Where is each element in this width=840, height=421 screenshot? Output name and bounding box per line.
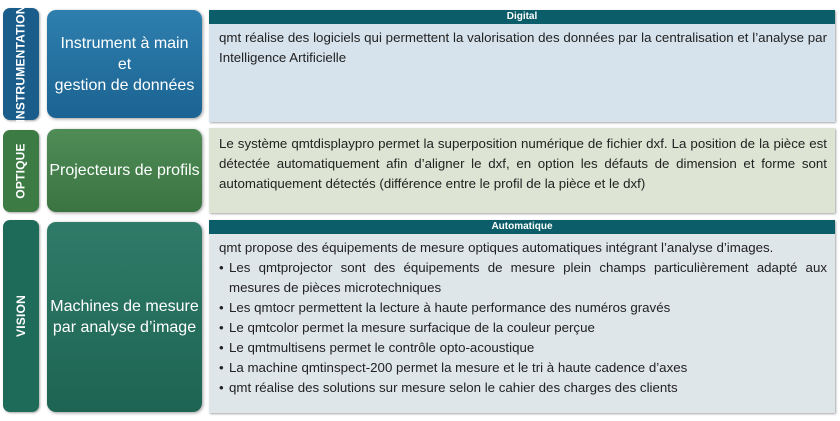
list-item: • Les qmtocr permettent la lecture à haute performance des numéros gravés (219, 298, 827, 318)
box-line: Machines de mesure (50, 298, 199, 315)
bullet-list (219, 258, 827, 398)
panel-automatique (209, 220, 835, 413)
list-item: • Le qmtcolor permet la mesure surfacique de la couleur perçue (219, 318, 827, 338)
panel-body (209, 234, 835, 398)
box-line: gestion de données (54, 76, 195, 94)
box-line: Projecteurs de profils (49, 162, 200, 179)
panel-intro: qmt propose des équipements de mesure optiques automatiques intégrant l’analyse d’images. (219, 240, 774, 255)
panel-text: Le système qmtdisplaypro permet la superposition numérique de fichier dxf. La position de la pièce est détectée automatiquement afin d’aligner le dxf, en option les défauts de dimension et forme sont automatiquement détectés (différence entre le profil de la pièce et le dxf) (219, 136, 827, 191)
box-line: et (117, 55, 132, 73)
list-item: • Le qmtmultisens permet le contrôle opto-acoustique (219, 338, 827, 358)
panel-header-automatique: Automatique (209, 220, 835, 234)
side-label: INSTRUMENTATION (14, 5, 28, 123)
category-box-machines (47, 222, 202, 412)
side-label: VISION (14, 295, 29, 337)
panel-header-digital: Digital (209, 10, 835, 24)
list-item: • qmt réalise des solutions sur mesure selon le cahier des charges des clients (219, 378, 827, 398)
list-item: • Les qmtprojector sont des équipements de mesure plein champs particulièrement adapté aux mesures de pièces microtechniques (219, 258, 827, 298)
box-line: par analyse d’image (52, 319, 197, 336)
box-line: Instrument à main (60, 34, 189, 52)
panel-text: qmt réalise des logiciels qui permettent la valorisation des données par la centralisation et l’analyse par Intelligence Artificielle (219, 30, 827, 65)
side-label: OPTIQUE (14, 143, 28, 199)
list-item: • La machine qmtinspect-200 permet la mesure et le tri à haute cadence d’axes (219, 358, 827, 378)
side-tab-vision (3, 220, 39, 412)
